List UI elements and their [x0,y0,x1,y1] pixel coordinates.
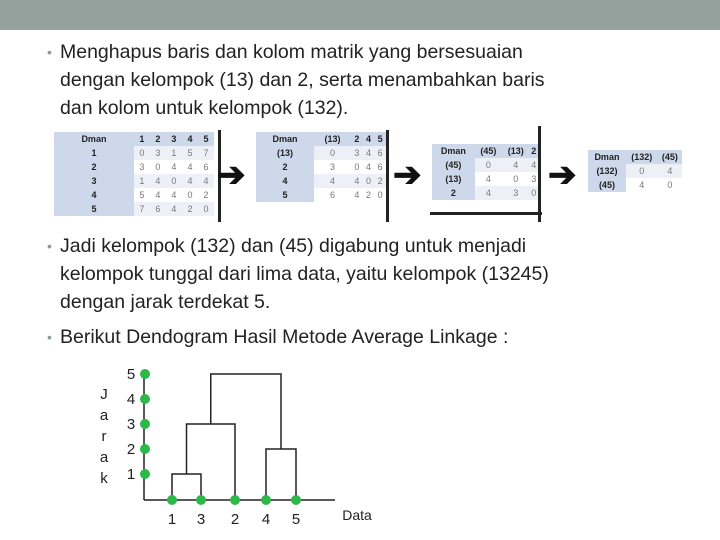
matrix-header-cell: 4 [363,132,375,146]
matrix-cell: 3 [351,146,363,160]
matrix-cell: 3 [531,174,537,184]
y-ticks [127,366,150,483]
matrix-cell: 5 [139,190,145,200]
dendrogram-link [211,374,281,449]
bullet-marker: • [47,238,52,254]
bullet-line: Jadi kelompok (132) dan (45) digabung untuk menjadi [60,235,527,257]
axis-title-letter: J [100,386,108,403]
matrix-cell: 2 [366,190,372,200]
matrix-cell: 0 [363,174,375,188]
leaf-label: 4 [261,511,271,528]
matrix-cell: 0 [354,162,360,172]
matrix-cell: 4 [171,162,177,172]
matrix-row-label: (45) [588,178,626,192]
y-tick-label: 4 [126,391,136,408]
matrix-cell: 4 [354,190,360,200]
matrix-cell: 1 [166,146,182,160]
matrix-cell: 4 [639,180,645,190]
matrix-row-label: (132) [588,164,626,178]
matrix-cell: 0 [166,174,182,188]
matrix-cell: 4 [171,190,177,200]
matrix-row-label: 5 [54,202,134,216]
matrix-cell: 4 [658,164,682,178]
matrix-cell: 6 [150,202,166,216]
dendrogram-link [172,474,201,500]
y-tick-dot [140,444,150,454]
bullet-line: kelompok tunggal dari lima data, yaitu kelompok (13245) [60,263,549,285]
y-tick-label: 2 [126,441,136,458]
matrix-header-cell: 2 [351,132,363,146]
axis-title-letter: r [101,428,107,445]
matrix-header-cell: 2 [150,132,166,146]
matrix-cell: 4 [351,174,363,188]
leaf-dot [261,495,271,505]
matrix-header-cell: 5 [374,132,386,146]
matrix-cell: 4 [198,174,214,188]
matrix-row-label: 1 [54,146,134,160]
matrix-cell: 3 [502,186,529,200]
matrix-row-label: 3 [54,174,134,188]
bullet-line: dan kolom untuk kelompok (132). [60,97,349,119]
matrix-header-cell: 5 [198,132,214,146]
bullet-marker: • [47,329,52,345]
matrix-row-label: 2 [54,160,134,174]
matrix-cell: 0 [314,146,351,160]
matrix-cell: 3 [139,162,145,172]
leaf-dot [167,495,177,505]
matrix-row-label: (13) [432,172,475,186]
leaf-label: 1 [167,511,177,528]
y-tick-dot [140,394,150,404]
matrix-cell: 2 [374,174,386,188]
leaf-dot [196,495,206,505]
leaf-label: 5 [291,511,301,528]
matrix-cell: 4 [366,162,372,172]
y-tick-label: 5 [126,366,136,383]
axis-title-letter: a [99,449,109,466]
matrix-row-label: 4 [256,174,314,188]
matrix-cell: 4 [187,162,193,172]
matrix-cell: 2 [182,202,198,216]
matrix-cell: 4 [166,202,182,216]
leaf-dot [291,495,301,505]
matrix-header-cell: (13) [314,132,351,146]
matrix-cell: 0 [667,180,673,190]
x-axis-label: Data [342,507,372,523]
matrix-cell: 4 [150,174,166,188]
bullet-line: Menghapus baris dan kolom matrik yang bersesuaian [60,41,523,63]
bullet-line: dengan kelompok (13) dan 2, serta menambahkan baris [60,69,545,91]
matrix-header-cell: Dman [432,144,475,158]
matrix-cell: 0 [134,146,150,160]
matrix-cell: 6 [374,146,386,160]
matrix-cell: 0 [531,188,537,198]
y-tick-dot [140,369,150,379]
y-tick-label: 3 [126,416,136,433]
matrix-cell: 7 [198,146,214,160]
matrix-header-cell: (45) [475,144,502,158]
matrix-cell: 4 [314,174,351,188]
matrix-cell: 3 [330,162,336,172]
arrow-right-icon: ➔ [548,156,577,194]
matrix-cell: 4 [485,174,491,184]
dendrogram-links [172,374,296,500]
arrow-right-icon: ➔ [393,156,422,194]
matrix-cell: 2 [203,190,209,200]
dendrogram-link [266,449,296,500]
matrix-cell: 4 [475,186,502,200]
matrix-cell: 5 [182,146,198,160]
matrix-header-cell: (13) [502,144,529,158]
matrix-row-label: 5 [256,188,314,202]
matrix-header-cell: Dman [54,132,134,146]
matrix-header-cell: 3 [166,132,182,146]
matrix-cell: 6 [203,162,209,172]
matrix-row-label: (13) [256,146,314,160]
matrix-cell: 1 [134,174,150,188]
matrix-header-cell: Dman [588,150,626,164]
matrix-row-label: (45) [432,158,475,172]
matrix-cell: 6 [377,162,383,172]
leaf-label: 3 [196,511,206,528]
matrix-cell: 3 [150,146,166,160]
matrix-row-label: 4 [54,188,134,202]
leaf-dot [230,495,240,505]
axis-title-letter: k [100,470,108,487]
matrix-header-cell: 2 [531,146,537,156]
matrix-cell: 4 [363,146,375,160]
matrix-cell: 4 [155,190,161,200]
matrix-cell: 6 [330,190,336,200]
matrix-header-cell: Dman [256,132,314,146]
matrix-header-cell: (132) [626,150,658,164]
matrix-cell: 0 [377,190,383,200]
axis-title-letter: a [99,407,109,424]
leaf-label: 2 [230,511,240,528]
matrix-row-label: 2 [432,186,475,200]
matrix-cell: 0 [626,164,658,178]
y-tick-dot [140,469,150,479]
matrix-cell: 0 [187,190,193,200]
matrix-cell: 4 [502,158,529,172]
y-tick-dot [140,419,150,429]
y-axis-title [100,386,109,487]
matrix-cell: 0 [513,174,519,184]
arrow-right-icon: ➔ [217,156,246,194]
matrix-header-cell: 4 [182,132,198,146]
y-tick-label: 1 [126,466,136,483]
dendrogram-link [187,424,236,500]
matrix-header-cell: 1 [134,132,150,146]
matrix-cell: 0 [475,158,502,172]
matrix-cell: 0 [155,162,161,172]
bullet-marker: • [47,44,52,60]
matrix-cell: 0 [198,202,214,216]
bullet-line: dengan jarak terdekat 5. [60,291,271,313]
matrix-cell: 4 [531,160,537,170]
matrix-row-label: 2 [256,160,314,174]
matrix-cell: 7 [134,202,150,216]
matrix-header-cell: (45) [658,150,682,164]
matrix-cell: 4 [182,174,198,188]
bullet-line: Berikut Dendogram Hasil Metode Average Linkage : [60,326,509,348]
